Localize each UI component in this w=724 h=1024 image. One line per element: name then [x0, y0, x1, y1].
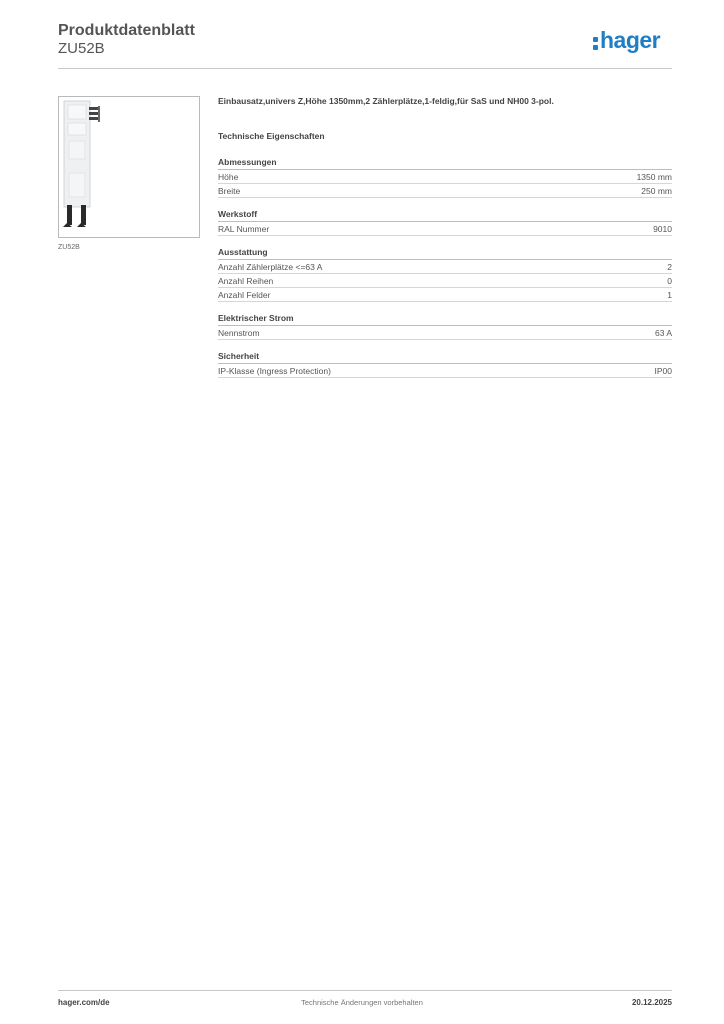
- section-title: Abmessungen: [218, 156, 672, 170]
- hager-logo[interactable]: [593, 27, 660, 54]
- property-value: 9010: [653, 224, 672, 234]
- header-divider: [58, 68, 672, 69]
- section-electric-current: [218, 312, 672, 340]
- footer-divider: [58, 990, 672, 991]
- product-code: ZU52B: [58, 40, 105, 57]
- property-row: [218, 364, 672, 378]
- page-title: Produktdatenblatt: [58, 22, 195, 39]
- property-row: [218, 170, 672, 184]
- section-dimensions: [218, 156, 672, 198]
- property-value: 0: [667, 276, 672, 286]
- properties-table: [218, 156, 672, 388]
- section-title: Elektrischer Strom: [218, 312, 672, 326]
- property-row: [218, 260, 672, 274]
- property-row: [218, 184, 672, 198]
- property-label: Anzahl Reihen: [218, 276, 274, 286]
- property-value: IP00: [654, 366, 672, 376]
- section-title: Sicherheit: [218, 350, 672, 364]
- logo-colon-icon: [593, 34, 599, 48]
- property-label: Nennstrom: [218, 328, 260, 338]
- property-label: RAL Nummer: [218, 224, 270, 234]
- property-label: IP-Klasse (Ingress Protection): [218, 366, 331, 376]
- product-description: Einbausatz,univers Z,Höhe 1350mm,2 Zählerplätze,1-feldig,für SaS und NH00 3-pol.: [218, 96, 554, 106]
- property-row: [218, 274, 672, 288]
- footer-disclaimer: Technische Änderungen vorbehalten: [301, 998, 423, 1007]
- property-row: [218, 222, 672, 236]
- image-caption: ZU52B: [58, 244, 80, 251]
- logo-text: hager: [600, 27, 661, 53]
- property-value: 250 mm: [641, 186, 672, 196]
- technical-properties-heading: Technische Eigenschaften: [218, 131, 325, 141]
- footer-date: 20.12.2025: [631, 998, 672, 1007]
- property-value: 1350 mm: [636, 172, 672, 182]
- product-photo-icon: [59, 97, 199, 237]
- property-value: 63 A: [654, 328, 672, 338]
- property-label: Anzahl Zählerplätze <=63 A: [218, 262, 323, 272]
- product-image-frame: [58, 96, 200, 238]
- property-label: Höhe: [218, 172, 239, 182]
- section-title: Werkstoff: [218, 208, 672, 222]
- property-label: Breite: [218, 186, 241, 196]
- section-title: Ausstattung: [218, 246, 672, 260]
- property-value: 2: [667, 262, 672, 272]
- section-material: [218, 208, 672, 236]
- property-row: [218, 288, 672, 302]
- property-row: [218, 326, 672, 340]
- property-value: 1: [667, 290, 672, 300]
- section-equipment: [218, 246, 672, 302]
- footer-website-link[interactable]: hager.com/de: [58, 998, 110, 1007]
- section-safety: [218, 350, 672, 378]
- property-label: Anzahl Felder: [218, 290, 271, 300]
